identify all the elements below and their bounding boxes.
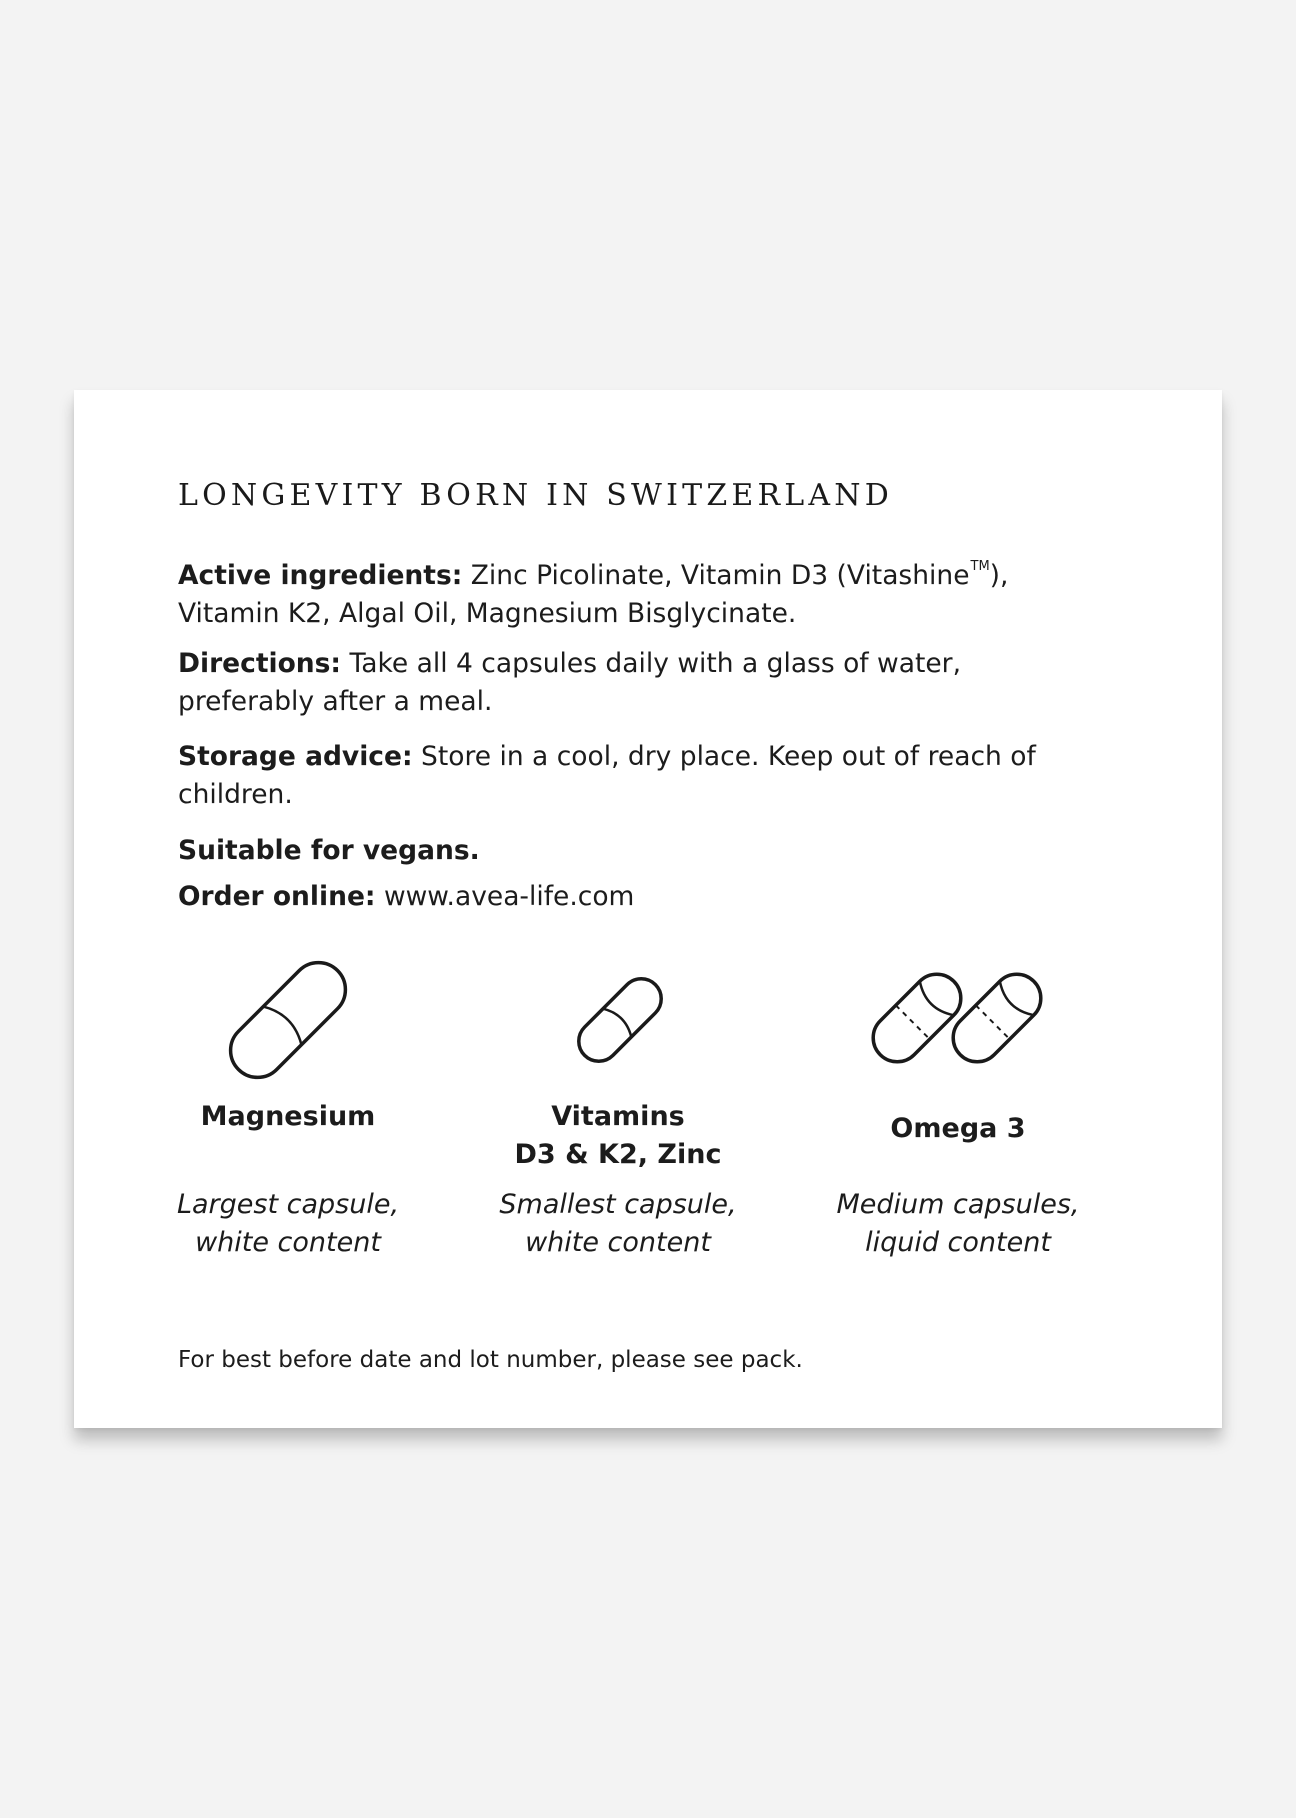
info-card — [74, 390, 1222, 1428]
vegan-text: Suitable for vegans. — [178, 835, 480, 866]
capsule-name: Omega 3 — [890, 1113, 1026, 1144]
order-label: Order online: — [178, 881, 376, 912]
small-capsule-icon — [570, 970, 670, 1070]
trademark-mark: TM — [970, 559, 990, 574]
order-online — [178, 878, 1058, 916]
capsule-desc-line2: white content — [525, 1227, 711, 1258]
headline: LONGEVITY BORN IN SWITZERLAND — [178, 478, 893, 513]
order-url[interactable]: www.avea-life.com — [383, 881, 635, 912]
storage-text: Store in a cool, dry place. Keep out of reach of children. — [178, 741, 1036, 810]
directions-text: Take all 4 capsules daily with a glass of water, preferably after a meal. — [178, 648, 961, 717]
capsule-desc-line2: liquid content — [865, 1227, 1051, 1258]
capsule-name-line2: D3 & K2, Zinc — [514, 1139, 722, 1170]
directions — [178, 645, 1058, 721]
capsule-omega3 — [838, 950, 1078, 1290]
active-ingredients-text-b: ), — [989, 560, 1009, 591]
active-ingredients — [178, 548, 1058, 633]
double-capsule-icon — [862, 960, 1052, 1080]
capsule-vitamins — [498, 950, 738, 1290]
vegan-note — [178, 832, 1058, 870]
active-ingredients-text-a: Zinc Picolinate, Vitamin D3 (Vitashine — [470, 560, 970, 591]
capsule-desc-line2: white content — [195, 1227, 381, 1258]
storage-advice — [178, 738, 1058, 814]
storage-label: Storage advice: — [178, 741, 413, 772]
capsule-magnesium — [178, 950, 398, 1290]
capsule-name: Magnesium — [200, 1101, 376, 1132]
capsule-desc-line1: Largest capsule, — [176, 1189, 400, 1220]
footnote: For best before date and lot number, please see pack. — [178, 1347, 803, 1373]
large-capsule-icon — [218, 950, 358, 1090]
capsule-desc-line1: Medium capsules, — [836, 1189, 1080, 1220]
directions-label: Directions: — [178, 648, 342, 679]
active-ingredients-text-c: Vitamin K2, Algal Oil, Magnesium Bisglycinate. — [178, 598, 797, 629]
capsule-desc-line1: Smallest capsule, — [499, 1189, 737, 1220]
capsule-name-line1: Vitamins — [551, 1101, 685, 1132]
active-ingredients-label: Active ingredients: — [178, 560, 463, 591]
